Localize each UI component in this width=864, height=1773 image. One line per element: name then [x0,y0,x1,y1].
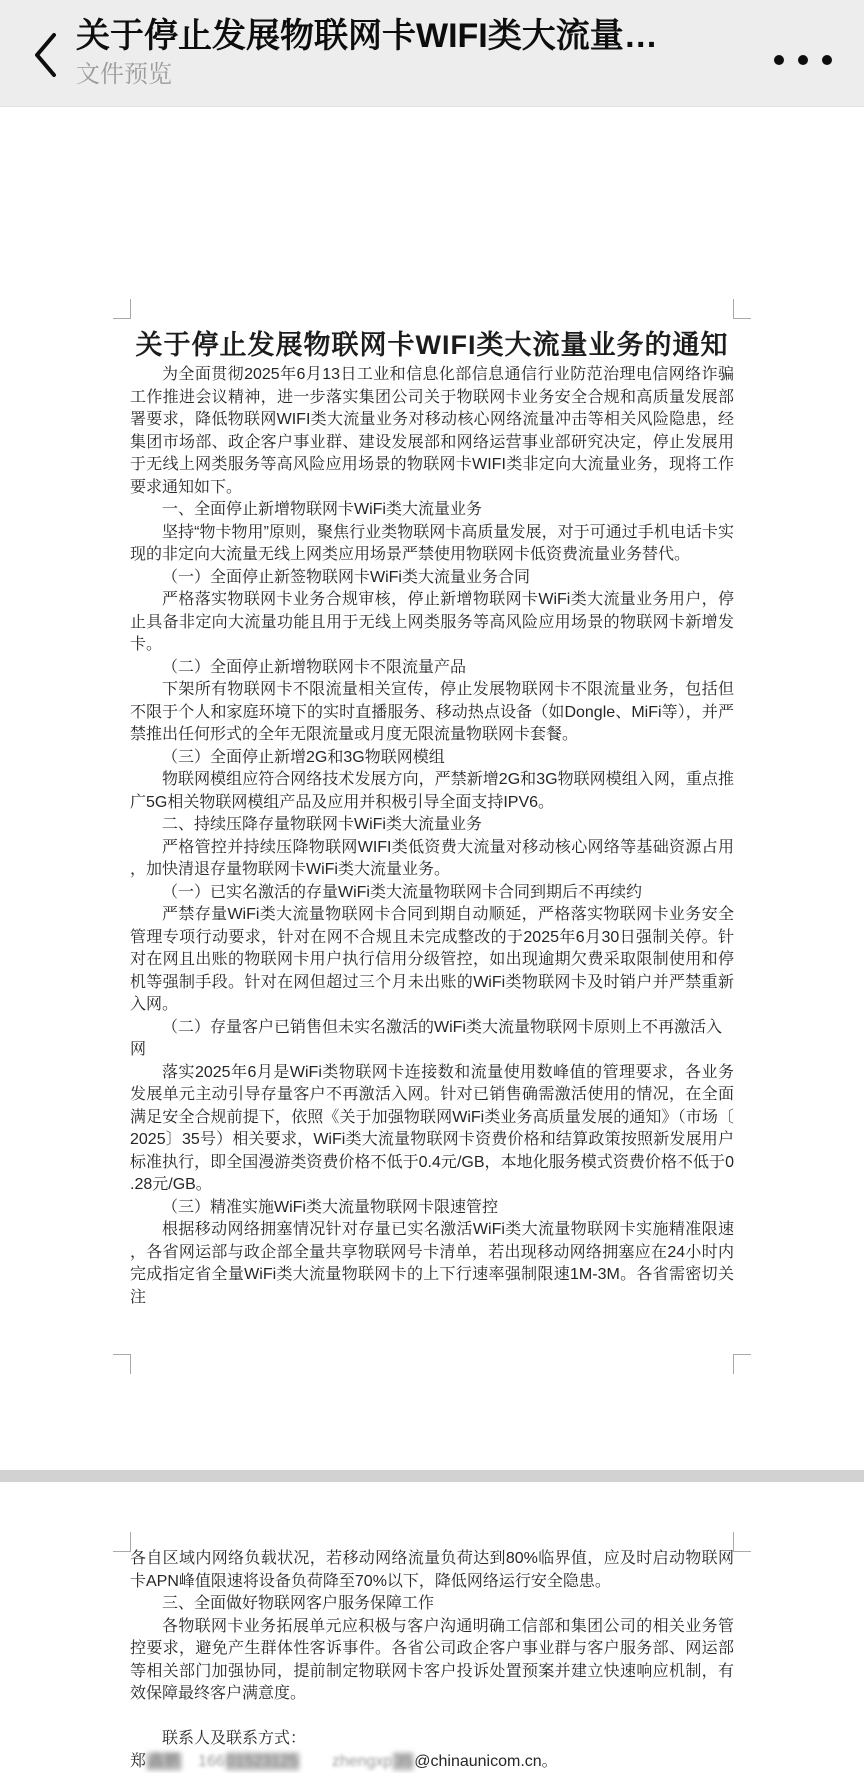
header-text-block [76,14,716,90]
page1-bottom-right-crop-mark [733,1354,751,1374]
contact-line [130,1751,734,1773]
contact-gap [300,1753,332,1770]
page-separator [0,1470,864,1482]
contact-name-visible: 郑 [130,1753,146,1770]
doc-paragraph: 严禁存量WiFi类大流量物联网卡合同到期自动顺延，严格落实物联网卡业务安全管理专项行动要求，针对在网不合规且未完成整改的于2025年6月30日强制关停。针对在网且出账的物联网卡用户执行信用分级管控，如出现逾期欠费采取限制使用和停机等强制手段。针对在网但超过三个月未出账的WiFi类物联网卡及时销户并严禁重新入网。 [130,904,734,1017]
page1-bottom-left-crop-mark [113,1354,131,1374]
doc-paragraph: 下架所有物联网卡不限流量相关宣传，停止发展物联网卡不限流量业务，包括但不限于个人和家庭环境下的实时直播服务、移动热点设备（如Dongle、MiFi等），并严禁推出任何形式的全年无限流量或月度无限流量物联网卡套餐。 [130,679,734,747]
doc-paragraph: 为全面贯彻2025年6月13日工业和信息化部信息通信行业防范治理电信网络诈骗工作推进会议精神，进一步落实集团公司关于物联网卡业务安全合规和高质量发展部署要求，降低物联网WIFI类大流量业务对移动核心网络流量冲击等相关风险隐患，经集团市场部、政企客户事业群、建设发展部和网络运营事业部研究决定，停止发展用于无线上网类服务等高风险应用场景的物联网卡WIFI类非定向大流量业务，现将工作要求通知如下。 [130,364,734,499]
file-title: 关于停止发展物联网卡WIFI类大流量… [76,14,716,58]
doc-paragraph: 物联网模组应符合网络技术发展方向，严禁新增2G和3G物联网模组入网，重点推广5G相关物联网模组产品及应用并积极引导全面支持IPV6。 [130,769,734,814]
back-button[interactable] [22,26,68,84]
document-page-1-body [130,364,734,1309]
contact-email-user-tail: 35 [392,1752,414,1771]
dot-icon [822,55,832,65]
page2-top-right-crop-mark [733,1532,751,1552]
doc-paragraph: （一）全面停止新签物联网卡WiFi类大流量业务合同 [130,567,734,590]
dot-icon [774,55,784,65]
dot-icon [798,55,808,65]
doc-paragraph: 落实2025年6月是WiFi类物联网卡连接数和流量使用数峰值的管理要求，各业务发展单元主动引导存量客户不再激活入网。针对已销售确需激活使用的情况，在全面满足安全合规前提下，依照《关于加强物联网WiFi类业务高质量发展的通知》（市场〔2025〕35号）相关要求，WiFi类大流量物联网卡资费价格和结算政策按照新发展用户标准执行，即全国漫游类资费价格不低于0.4元/GB，本地化服务模式资费价格不低于0.28元/GB。 [130,1062,734,1197]
doc-paragraph: 三、全面做好物联网客户服务保障工作 [130,1593,734,1616]
page2-paragraphs [130,1548,734,1751]
chevron-left-icon [32,31,58,79]
contact-name-redacted: 鑫鹏 [146,1752,182,1771]
document-title: 关于停止发展物联网卡WIFI类大流量业务的通知 [130,323,734,362]
doc-paragraph: 根据移动网络拥塞情况针对存量已实名激活WiFi类大流量物联网卡实施精准限速，各省网运部与政企部全量共享物联网号卡清单，若出现移动网络拥塞应在24小时内完成指定省全量WiFi类大流量物联网卡的上下行速率强制限速1M-3M。各省需密切关注 [130,1219,734,1309]
page2-top-left-crop-mark [113,1532,131,1552]
doc-paragraph: （二）存量客户已销售但未实名激活的WiFi类大流量物联网卡原则上不再激活入网 [130,1017,734,1062]
more-menu-button[interactable] [768,40,838,80]
doc-paragraph: （三）精准实施WiFi类大流量物联网卡限速管控 [130,1197,734,1220]
file-preview-header [0,0,864,107]
page1-top-right-crop-mark [733,299,751,319]
doc-paragraph: 一、全面停止新增物联网卡WiFi类大流量业务 [130,499,734,522]
contact-phone-prefix: 166 [198,1753,225,1770]
page1-top-left-crop-mark [113,299,131,319]
doc-paragraph: （三）全面停止新增2G和3G物联网模组 [130,747,734,770]
doc-paragraph: （二）全面停止新增物联网卡不限流量产品 [130,657,734,680]
contact-email-user-redacted: zhengxp [332,1753,393,1770]
contact-email-domain: @chinaunicom.cn。 [414,1753,557,1770]
contact-gap [182,1753,198,1770]
doc-paragraph: 各物联网卡业务拓展单元应积极与客户沟通明确工信部和集团公司的相关业务管控要求，避免产生群体性客诉事件。各省公司政企客户事业群与客户服务部、网运部等相关部门加强协同，提前制定物联网卡客户投诉处置预案并建立快速响应机制，有效保障最终客户满意度。 [130,1616,734,1706]
doc-paragraph: 联系人及联系方式： [130,1728,734,1751]
doc-paragraph: 严格管控并持续压降物联网WIFI类低资费大流量对移动核心网络等基础资源占用，加快清退存量物联网卡WiFi类大流量业务。 [130,837,734,882]
document-page-2-body [130,1548,734,1773]
doc-paragraph: 坚持“物卡物用”原则，聚焦行业类物联网卡高质量发展，对于可通过手机电话卡实现的非定向大流量无线上网类应用场景严禁使用物联网卡低资费流量业务替代。 [130,522,734,567]
doc-paragraph: （一）已实名激活的存量WiFi类大流量物联网卡合同到期后不再续约 [130,882,734,905]
doc-paragraph: 二、持续压降存量物联网卡WiFi类大流量业务 [130,814,734,837]
document-preview-area[interactable] [0,107,864,1739]
doc-paragraph: 严格落实物联网卡业务合规审核，停止新增物联网卡WiFi类大流量业务用户，停止具备非定向大流量功能且用于无线上网类服务等高风险应用场景的物联网卡新增发卡。 [130,589,734,657]
doc-paragraph [130,1706,734,1729]
contact-phone-redacted: 01523125 [225,1752,300,1771]
preview-label: 文件预览 [76,60,716,90]
doc-paragraph: 各自区域内网络负载状况，若移动网络流量负荷达到80%临界值，应及时启动物联网卡APN峰值限速将设备负荷降至70%以下，降低网络运行安全隐患。 [130,1548,734,1593]
